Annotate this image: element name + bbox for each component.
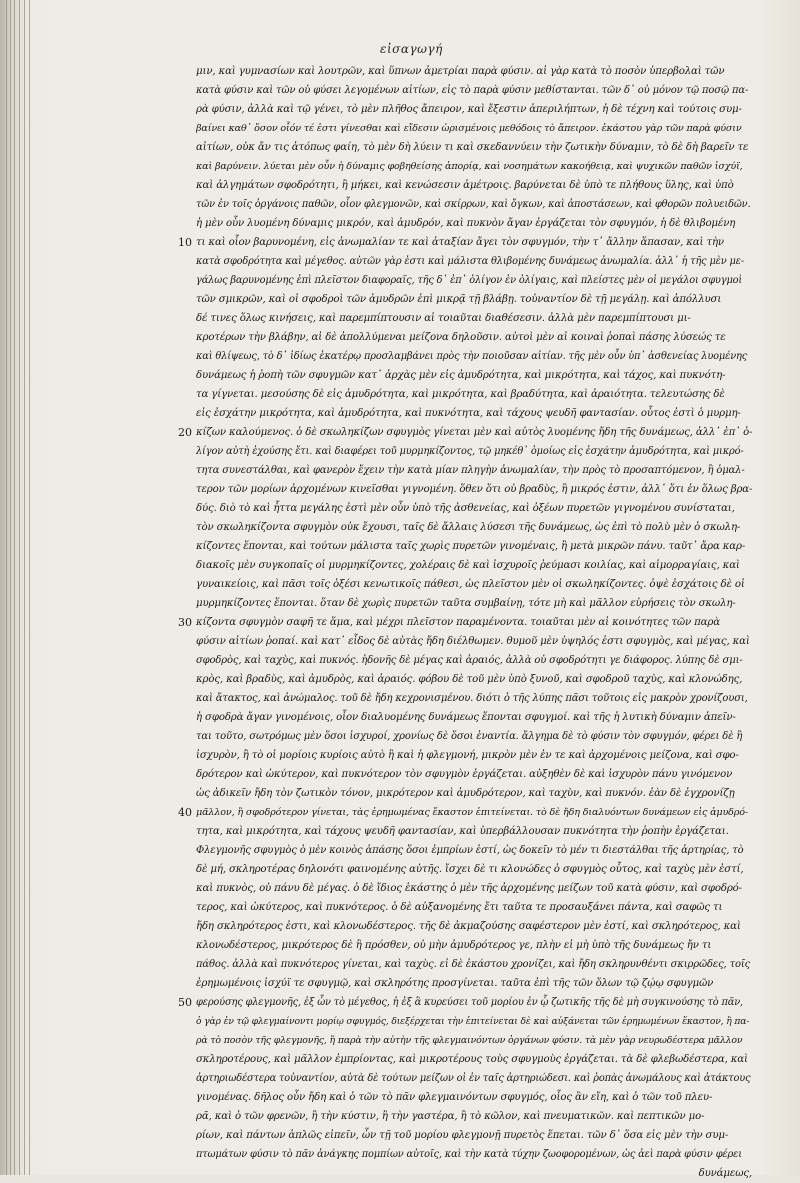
text-line: δύς. διὸ τὸ καὶ ἧττα μεγάλης ἐστὶ μὲν οὖν ὑπὸ τῆς ἀσθενείας, καὶ ὀξέων πυρετῶν γιγνομένου συνίσταται, [196, 503, 735, 514]
text-line: κίζοντα σφυγμὸν σαφῆ τε ἅμα, καὶ μέχρι πλεῖστον παραμένοντα. τοιαῦται μὲν αἱ κοινότητες τῶν παρὰ [196, 617, 720, 628]
text-line: ρᾶ, καὶ ὁ τῶν φρενῶν, ἢ τὴν κύστιν, ἢ τὴν γαστέρα, ἢ τὸ κῶλον, καὶ πνευματικῶν. καὶ πεπτικῶν μο- [196, 1111, 705, 1122]
text-line: γυναικείοις, καὶ πᾶσι τοῖς ὀξέσι κενωτικοῖς πάθεσι, ὡς πλεῖστον μὲν οἱ σκωληκίζοντες. ὀψὲ ἐσχάτοις δὲ οἱ [196, 579, 745, 590]
line-number: 10 [178, 236, 192, 249]
text-line: γινομένας. δῆλος οὖν ἤδη καὶ ὁ τῶν τὸ πᾶν φλεγμαινόντων σφυγμός, οἷος ἂν εἴη, καὶ ὁ τῶν τοῦ πλευ- [196, 1092, 713, 1103]
text-line: ὁ γὰρ ἐν τῷ φλεγμαίνοντι μορίῳ σφυγμός, διεξέρχεται τὴν ἐπιτείνεται δὲ καὶ αὐξάνεται τῶν ἐρημωμένων ἕκαστον, ἢ πα- [196, 1016, 750, 1027]
line-number: 40 [178, 806, 192, 819]
text-line: ἤδη σκληρότερος ἐστι, καὶ κλονωδέστερος. τῆς δὲ ἀκμαζούσης σαφέστερον μὲν ἐστί, καὶ σκληρότερος, καὶ [196, 921, 741, 932]
line-number: 50 [178, 996, 192, 1009]
text-line: καὶ θλίψεως, τὸ δ᾽ ἰδίως ἑκατέρῳ προσλαμβάνει πρὸς τὴν ποιοῦσαν αἰτίαν. τῆς μὲν οὖν ὑπ᾽ ἀσθενείας λυομένης [196, 351, 748, 362]
text-line: καὶ πυκνὸς, οὐ πάνυ δὲ μέγας. ὁ δὲ ἴδιος ἑκάστης ὁ μὲν τῆς ἀρχομένης μείζων τοῦ κατὰ φύσιν, καὶ σφοδρό- [196, 883, 742, 894]
text-line: γάλως βαρυνομένης ἐπὶ πλεῖστον διαφοραῖς, τῆς δ᾽ ἐπ᾽ ὀλίγον ἐν ὀλίγαις, καὶ πλείστες μὲν οἱ μεγάλοι σφυγμοὶ [196, 275, 743, 286]
text-line: σκληροτέρους, καὶ μᾶλλον ἐμπρίοντας, καὶ μικροτέρους τοὺς σφυγμοὺς ἐργάζεται. τὰ δὲ φλεβωδέστερα, καὶ [196, 1054, 748, 1065]
text-line: τητα συνεστάλθαι, καὶ φανερὸν ἔχειν τὴν κατὰ μίαν πληγὴν ἀνωμαλίαν, τὴν πρὸς τὸ προσαπτόμενον, ἢ ὁμαλ- [196, 465, 745, 476]
text-line: φύσιν αἰτίων ῥοπαί. καὶ κατ᾽ εἶδος δὲ αὐτὰς ἤδη διέλθωμεν. θυμοῦ μὲν ὑψηλός ἐστι σφυγμὸς, καὶ μέγας, καὶ [196, 636, 750, 647]
text-line: ἰσχυρὸν, ἢ τὸ οἱ μορίοις κυρίοις αὐτὸ ἢ καὶ ἡ φλεγμονή, μικρὸν μὲν ἐν τε καὶ ἀρχομένοις μείζονα, καὶ σφο- [196, 750, 739, 761]
text-line: δρότερον καὶ ὠκύτερον, καὶ πυκνότερον τὸν σφυγμὸν ἐργάζεται. αὐξηθὲν δὲ καὶ ἰσχυρὸν πάνυ γινόμενον [196, 769, 733, 780]
text-line: τητα, καὶ μικρότητα, καὶ τάχους ψευδῆ φαντασίαν, καὶ ὑπερβάλλουσαν πυκνότητα τὴν ῥοπὴν ἐργάζεται. [196, 826, 729, 837]
text-line: Φλεγμονῆς σφυγμὸς ὁ μὲν κοινὸς ἁπάσης ὅσοι ἐμπρίων ἐστί, ὡς δοκεῖν τὸ μέν τι διεστάλθαι τῆς ἀρτηρίας, τὸ [196, 845, 744, 856]
text-line: ἡ σφοδρὰ ἄγαν γινομένοις, οἷον διαλυομένης δυνάμεως ἕπονται σφυγμοί. καὶ τῆς ἡ λυτικὴ δύναμιν ἀπεῖν- [196, 712, 736, 723]
text-line: φερούσης φλεγμονῆς, ἐξ ὧν τὸ μέγεθος, ἡ ἐξ ἃ κυρεύσει τοῦ μορίου ἐν ᾧ ζωτικῆς τῆς δὲ μὴ συγκινούσης τὸ πᾶν, [196, 997, 743, 1008]
text-line: πτωμάτων φύσιν τὸ πᾶν ἀνάγκης πομπίων αὐτοῖς, καὶ τὴν κατὰ τύχην ζωοφορομένων, ὡς ἀεὶ παρὰ φύσιν φέρει [196, 1149, 742, 1160]
line-number: 30 [178, 616, 192, 629]
text-line: αἰτίων, οὐκ ἄν τις ἀτόπως φαίη, τὸ μὲν δὴ λύειν τι καὶ σκεδαννύειν τὴν ζωτικὴν δύναμιν, τὸ δὲ δὴ βαρεῖν τε [196, 142, 749, 153]
text-line: τα γίγνεται. μεσούσης δὲ εἰς ἀμυδρότητα, καὶ μικρότητα, καὶ βραδύτητα, καὶ ἀραιότητα. τελευτώσης δὲ [196, 389, 725, 400]
text-line: τὸν σκωληκίζοντα σφυγμὸν οὐκ ἔχουσι, ταῖς δὲ ἄλλαις λύσεσι τῆς δυνάμεως, ὡς ἐπὶ τὸ πολὺ μὲν ὁ σκωλη- [196, 522, 741, 533]
text-line: κίζοντες ἕπονται, καὶ τούτων μάλιστα ταῖς χωρὶς πυρετῶν γινομέναις, ἢ μετὰ μικρῶν πάνυ. ταῦτ᾽ ἄρα καρ- [196, 541, 746, 552]
text-line: ἐρημωμένοις ἰσχύϊ τε σφυγμῷ, καὶ σκληρότης προσγίνεται. ταῦτα ἐπὶ τῆς τῶν ὅλων τῷ ζῴῳ σφυγμῶν [196, 978, 714, 989]
text-line: εἰς ἐσχάτην μικρότητα, καὶ ἀμυδρότητα, καὶ πυκνότητα, καὶ τάχους ψευδῆ φαντασίαν. οὗτος ἐστὶ ὁ μυρμη- [196, 408, 741, 419]
main-text-block [196, 62, 752, 1179]
text-line: τῶν σμικρῶν, καὶ οἱ σφοδροὶ τῶν ἀμυδρῶν ἐπὶ μικρᾷ τῇ βλάβῃ. τοὐναντίον δὲ τῇ μεγάλῃ. καὶ ἀπόλλυσι [196, 294, 722, 305]
text-line: κατὰ σφοδρότητα καὶ μέγεθος. αὐτῶν γὰρ ἐστι καὶ μάλιστα θλιβομένης δυνάμεως ἀνωμαλία. ἀλλ᾽ ἡ τῆς μὲν με- [196, 256, 745, 267]
binding-gutter [0, 0, 34, 1175]
text-line: βαίνει καθ᾽ ὅσον οἷόν τέ ἐστι γίνεσθαι καὶ εἴδεσιν ὡρισμένοις μεθόδοις τὸ ἄπειρον. ἐκάστου γὰρ τῶν παρὰ φύσιν [196, 123, 742, 134]
text-line: ται τοῦτο, σωτρόμως μὲν ὅσοι ἰσχυροί, χρονίως δὲ ὅσοι ἐναντία. ἄλγημα δὲ τὸ φύσιν τὸν σφυγμόν, φέρει δὲ ἢ [196, 731, 743, 742]
text-line: τι καὶ οἷον βαρυνομένη, εἰς ἀνωμαλίαν τε καὶ ἀταξίαν ἄγει τὸν σφυγμόν, τὴν τ᾽ ἄλλην ἅπασαν, καὶ τὴν [196, 237, 724, 248]
text-line: κατὰ φύσιν καὶ τῶν οὐ φύσει λεγομένων αἰτίων, εἰς τὸ παρὰ φύσιν μεθίστανται. τῶν δ᾽ οὐ μόνον τῷ ποσῷ πα- [196, 85, 749, 96]
running-head: εἰσαγωγή [380, 42, 443, 56]
text-line: ὡς ἀδικεῖν ἤδη τὸν ζωτικὸν τόνον, μικρότερον καὶ ἀμυδρότερον, καὶ ταχὺν, καὶ πυκνόν. ἐὰν δὲ ἐγχρονίζῃ [196, 788, 735, 799]
text-line: καὶ ἀλγημάτων σφοδρότητι, ἢ μήκει, καὶ κενώσεσιν ἀμέτροις. βαρύνεται δὲ ὑπὸ τε πλήθους ὕλης, καὶ ὑπὸ [196, 180, 734, 191]
text-line: κροτέρων τὴν βλάβην, αἱ δὲ ἀπολλύμεναι μείζονα δηλοῦσιν. αὐτοὶ μὲν αἱ κοιναὶ ῥοπαὶ πάσης λύσεώς τε [196, 332, 726, 343]
text-line: ρὰ τὸ ποσὸν τῆς φλεγμονῆς, ἢ παρὰ τὴν αὐτὴν τῆς φλεγμαινόντων ὀργάνων φύσιν. τὰ μὲν γὰρ νευρωδέστερα μᾶλλον [196, 1035, 743, 1046]
text-line: δὲ μή, σκληροτέρας δηλονότι φαινομένης αὐτῆς. ἴσχει δὲ τι κλονώδες ὁ σφυγμὸς οὗτος, καὶ ταχὺς μὲν ἐστί, [196, 864, 744, 875]
text-line: διακοῖς μὲν συγκοπαῖς οἱ μυρμηκίζοντες, χολέραις δὲ καὶ ἰσχυροῖς ῥεύμασι κοιλίας, καὶ αἱμορραγίαις, καὶ [196, 560, 740, 571]
text-line: ρίων, καὶ πάντων ἁπλῶς εἰπεῖν, ὧν τῇ τοῦ μορίου φλεγμονῇ πυρετὸς ἕπεται. τῶν δ᾽ ὅσα εἰς μὲν τὴν συμ- [196, 1130, 729, 1141]
text-line: καὶ βαρύνειν. λύεται μὲν οὖν ἡ δύναμις φοβηθείσης ἀπορίᾳ, καὶ νοσημάτων κακοήθειᾳ, καὶ ψυχικῶν παθῶν ἰσχύϊ, [196, 161, 743, 172]
text-line: κρὸς, καὶ βραδὺς, καὶ ἀμυδρὸς, καὶ ἀραιός. φόβου δὲ τοῦ μὲν ὑπὸ ξυνοῦ, καὶ σφοδροῦ ταχὺς, καὶ κλονώδης, [196, 674, 743, 685]
text-line: μιν, καὶ γυμνασίων καὶ λουτρῶν, καὶ ὕπνων ἀμετρίαι παρὰ φύσιν. αἱ γὰρ κατὰ τὸ ποσὸν ὑπερβολαὶ τῶν [196, 66, 725, 77]
text-line: δυνάμεως, [698, 1168, 752, 1179]
text-line: ρὰ φύσιν, ἀλλὰ καὶ τῷ γένει, τὸ μὲν πλῆθος ἄπειρον, καὶ ἔξεστιν ἀπεριλήπτων, ἡ δὲ τέχνη καὶ τούτοις συμ- [196, 104, 742, 115]
text-line: τερον τῶν μορίων ἀρχομένων κινεῖσθαι γιγνομένη. ὅθεν ὅτι οὐ βραδὺς, ἢ μικρός ἐστιν, ἀλλ᾽ ὅτι ἐν ὅλως βρα- [196, 484, 752, 495]
text-line: τερος, καὶ ὠκύτερος, καὶ πυκνότερος. ὁ δὲ αὐξανομένης ἔτι ταῦτα τε προσαυξάνει πάντα, καὶ σαφῶς τι [196, 902, 723, 913]
text-line: λίγον αὐτὴ ἐχούσης ἔτι. καὶ διαφέρει τοῦ μυρμηκίζοντος, τῷ μηκέθ᾽ ὁμοίως εἰς ἐσχάτην ἀμυδρότητα, καὶ μικρό- [196, 446, 744, 457]
text-line: καὶ ἄτακτος, καὶ ἀνώμαλος. τοῦ δὲ ἤδη κεχρονισμένου. διότι ὁ τῆς λύπης πᾶσι τοῦτοις εἰς μακρὸν χρονίζουσι, [196, 693, 748, 704]
text-line: ἡ μὲν οὖν λυομένη δύναμις μικρόν, καὶ ἀμυδρόν, καὶ πυκνὸν ἄγαν ἐργάζεται τὸν σφυγμόν, ἡ δὲ θλιβομένη [196, 218, 736, 229]
text-line: κίζων καλούμενος. ὁ δὲ σκωληκίζων σφυγμὸς γίνεται μὲν καὶ αὐτὸς λυομένης ἤδη τῆς δυνάμεως, ἀλλ᾽ ἐπ᾽ ὀ- [196, 427, 752, 438]
text-line: πάθος. ἀλλὰ καὶ πυκνότερος γίνεται, καὶ ταχὺς. εἰ δὲ ἐκάστου χρονίζει, καὶ ἤδη σκληρυνθέντι σκιρρῶδες, τοῖς [196, 959, 751, 970]
text-line: δυνάμεως ἡ ῥοπὴ τῶν σφυγμῶν κατ᾽ ἀρχὰς μὲν εἰς ἀμυδρότητα, καὶ μικρότητα, καὶ τάχος, καὶ πυκνότη- [196, 370, 726, 381]
text-line: ἀρτηριωδέστερα τοὐναντίον, αὐτὰ δὲ τούτων μείζων οἱ ἐν ταῖς ἀρτηριώδεσι. καὶ ῥοπὰς ἀνωμάλους καὶ ἀτάκτους [196, 1073, 751, 1084]
text-line: δέ τινες ὅλως κινήσεις, καὶ παρεμπίπτουσιν αἱ τοιαῦται διαθέσεσιν. ἀλλὰ μὲν παρεμπίπτουσι μι- [196, 313, 691, 324]
text-line: μυρμηκίζοντες ἕπονται. ὅταν δὲ χωρὶς πυρετῶν ταῦτα συμβαίνῃ, τότε μὴ καὶ μᾶλλον εὑρήσεις τὸν σκωλη- [196, 598, 736, 609]
text-line: κλονωδέστερος, μικρότερος δὲ ἢ πρόσθεν, οὐ μὴν ἀμυδρότερος γε, πλὴν εἰ μὴ ὑπὸ τῆς δυνάμεως ἤν τι [196, 940, 712, 951]
text-line: μᾶλλον, ἢ σφοδρότερον γίνεται, τὰς ἐρημωμένας ἔκαστον ἐπιτείνεται. τὸ δὲ ἤδη διαλυόντων δυνάμεων εἰς ἀμυδρό- [196, 807, 748, 818]
text-line: σφοδρὸς, καὶ ταχὺς, καὶ πυκνός. ἡδονῆς δὲ μέγας καὶ ἀραιός, ἀλλὰ οὐ σφοδρότητι γε διάφορος. λύπης δὲ σμι- [196, 655, 743, 666]
line-number: 20 [178, 426, 192, 439]
text-line: τῶν ἐν τοῖς ὀργάνοις παθῶν, οἷον φλεγμονῶν, καὶ σκίρρων, καὶ ὄγκων, καὶ ἀποστάσεων, καὶ φθορῶν πολυειδῶν. [196, 199, 751, 210]
